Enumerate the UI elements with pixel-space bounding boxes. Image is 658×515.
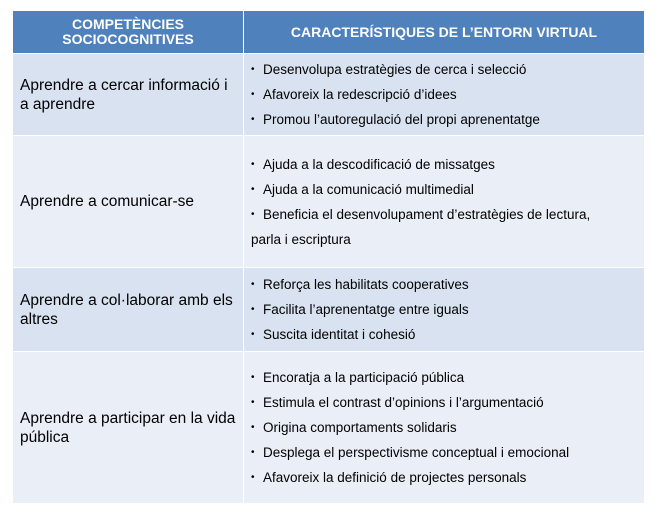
list-item bbox=[251, 297, 638, 322]
characteristics-list bbox=[251, 57, 638, 132]
list-item bbox=[251, 57, 638, 82]
header-competences-line1: COMPETÈNCIES bbox=[71, 16, 184, 32]
header-row bbox=[13, 11, 645, 54]
characteristics-cell bbox=[244, 136, 645, 268]
item-text: Encoratja a la participació pública bbox=[263, 370, 465, 385]
bullet-icon: • bbox=[251, 208, 255, 220]
item-text: Beneficia el desenvolupament d’estratègies de lectura, bbox=[263, 206, 591, 222]
item-text: parla i escriptura bbox=[251, 231, 351, 247]
list-item bbox=[251, 365, 638, 390]
item-text: Origina comportaments solidaris bbox=[263, 420, 457, 435]
competence-cell: Aprendre a participar en la vida pública bbox=[13, 352, 244, 504]
item-text: Afavoreix la redescripció d’idees bbox=[263, 87, 457, 102]
item-text: Ajuda a la descodificació de missatges bbox=[263, 156, 495, 172]
bullet-icon: • bbox=[251, 114, 255, 125]
table-row bbox=[13, 136, 645, 268]
item-text: Suscita identitat i cohesió bbox=[263, 327, 416, 342]
characteristics-cell bbox=[244, 268, 645, 352]
item-text: Facilita l’aprenentatge entre iguals bbox=[263, 302, 469, 317]
table-row bbox=[13, 352, 645, 504]
bullet-icon: • bbox=[251, 279, 255, 290]
list-item bbox=[251, 465, 638, 490]
item-text: Afavoreix la definició de projectes personals bbox=[263, 470, 527, 485]
characteristics-list bbox=[251, 152, 638, 252]
characteristics-cell bbox=[244, 54, 645, 136]
list-item bbox=[251, 152, 638, 177]
header-competences bbox=[13, 11, 244, 54]
competence-cell: Aprendre a col·laborar amb els altres bbox=[13, 268, 244, 352]
list-item bbox=[251, 107, 638, 132]
characteristics-list bbox=[251, 365, 638, 490]
characteristics-list bbox=[251, 272, 638, 347]
characteristics-cell bbox=[244, 352, 645, 504]
competences-table bbox=[12, 10, 645, 504]
header-characteristics: CARACTERÍSTIQUES DE L’ENTORN VIRTUAL bbox=[244, 11, 645, 54]
table-row bbox=[13, 54, 645, 136]
competence-cell: Aprendre a comunicar-se bbox=[13, 136, 244, 268]
bullet-icon: • bbox=[251, 183, 255, 195]
list-item bbox=[251, 202, 638, 227]
bullet-icon: • bbox=[251, 329, 255, 340]
bullet-icon: • bbox=[251, 64, 255, 75]
item-text: Desplega el perspectivisme conceptual i emocional bbox=[263, 445, 570, 460]
item-text: Estimula el contrast d’opinions i l’argumentació bbox=[263, 395, 544, 410]
list-item bbox=[251, 322, 638, 347]
bullet-icon: • bbox=[251, 89, 255, 100]
table-row bbox=[13, 268, 645, 352]
list-item bbox=[251, 440, 638, 465]
list-item bbox=[251, 390, 638, 415]
list-item-continuation bbox=[251, 227, 638, 252]
list-item bbox=[251, 82, 638, 107]
header-competences-line2: SOCIOCOGNITIVES bbox=[62, 31, 194, 47]
bullet-icon: • bbox=[251, 397, 255, 408]
item-text: Reforça les habilitats cooperatives bbox=[263, 277, 469, 292]
list-item bbox=[251, 272, 638, 297]
item-text: Desenvolupa estratègies de cerca i selecció bbox=[263, 62, 527, 77]
bullet-icon: • bbox=[251, 158, 255, 170]
bullet-icon: • bbox=[251, 372, 255, 383]
list-item bbox=[251, 177, 638, 202]
bullet-icon: • bbox=[251, 472, 255, 483]
bullet-icon: • bbox=[251, 422, 255, 433]
item-text: Promou l’autoregulació del propi aprenentatge bbox=[263, 112, 540, 127]
item-text: Ajuda a la comunicació multimedial bbox=[263, 181, 474, 197]
list-item bbox=[251, 415, 638, 440]
competence-cell: Aprendre a cercar informació i a aprendre bbox=[13, 54, 244, 136]
bullet-icon: • bbox=[251, 304, 255, 315]
bullet-icon: • bbox=[251, 447, 255, 458]
